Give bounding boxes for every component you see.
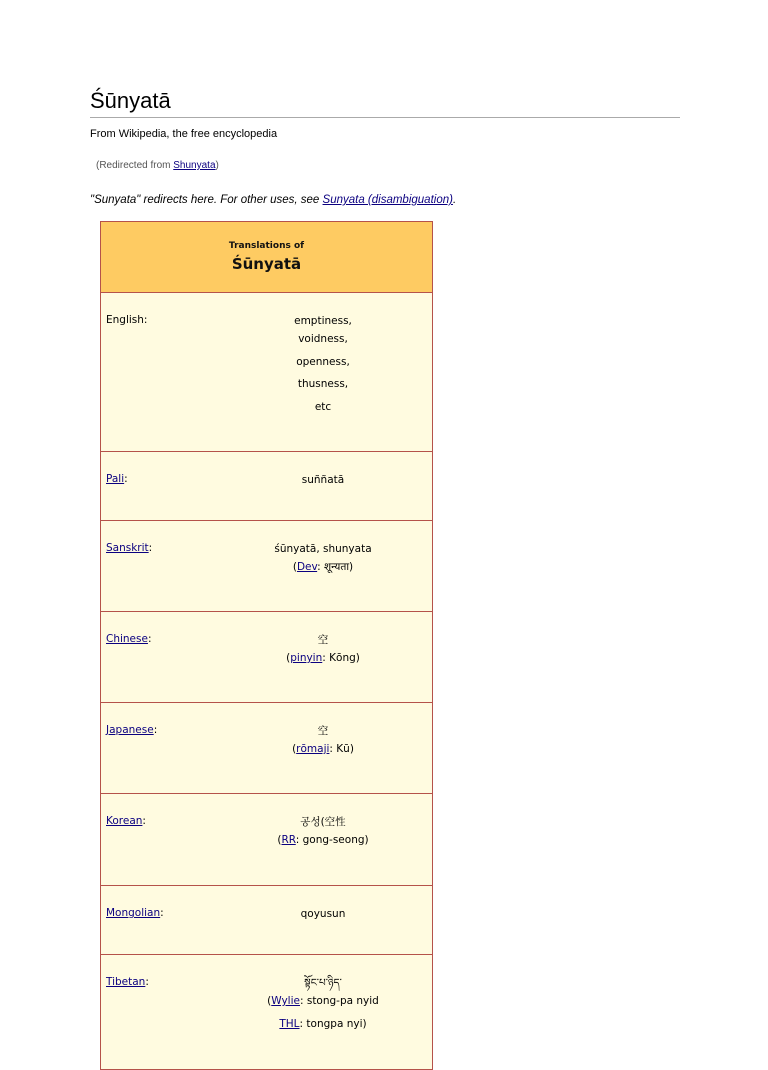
redirect-prefix: (Redirected from [96, 160, 174, 171]
row-label [101, 452, 225, 521]
sub-text: : Kōng) [322, 652, 360, 664]
row-value [224, 794, 433, 886]
row-value [224, 955, 433, 1070]
label-colon: : [147, 633, 152, 645]
title-divider [90, 117, 680, 118]
value-line: etc [314, 400, 332, 413]
row-korean [101, 794, 433, 886]
value-subline [224, 990, 422, 1013]
row-pali [101, 452, 433, 521]
value-line: śūnyatā, shunyata [274, 543, 372, 555]
paren-open: ( [286, 652, 291, 664]
japanese-link[interactable]: Japanese [106, 724, 154, 736]
value-line: openness, [296, 355, 350, 368]
value-line: qoyusun [300, 908, 346, 920]
row-tibetan [101, 955, 433, 1070]
row-label [101, 886, 225, 955]
row-chinese [101, 612, 433, 703]
row-label [101, 794, 225, 886]
romaji-link[interactable]: rōmaji [296, 743, 330, 755]
row-value [224, 886, 433, 955]
row-value [224, 521, 433, 612]
translations-infobox [100, 221, 433, 1070]
label-colon: : [124, 473, 128, 485]
value-line: thusness, [297, 378, 349, 390]
rr-link[interactable]: RR [281, 834, 296, 846]
row-value [224, 452, 433, 521]
row-japanese [101, 703, 433, 794]
label-colon: : [148, 542, 153, 554]
sub-text: : शून्यता) [317, 561, 354, 573]
sub-text: : stong-pa nyid [299, 995, 379, 1007]
value-line: 空 [317, 634, 329, 646]
hatnote-prefix: "Sunyata" redirects here. For other uses, see [90, 194, 323, 206]
redirect-suffix: ) [215, 160, 219, 171]
thl-link[interactable]: THL [279, 1017, 300, 1030]
row-label [101, 612, 225, 703]
sub-text: : gong-seong) [295, 834, 369, 846]
sub-text: : tongpa nyi) [299, 1017, 367, 1030]
row-value [224, 293, 433, 452]
hatnote [90, 194, 456, 206]
infobox-header-title: Śūnyatā [231, 255, 302, 273]
devanagari-link[interactable]: Dev [296, 561, 318, 573]
row-label: English: [101, 293, 225, 452]
chinese-link[interactable]: Chinese [106, 633, 148, 645]
row-sanskrit [101, 521, 433, 612]
value-subline [224, 829, 422, 852]
value-subline [224, 647, 422, 670]
label-colon: : [145, 976, 149, 988]
value-line: emptiness, [294, 315, 352, 327]
row-mongolian [101, 886, 433, 955]
korean-link[interactable]: Korean [106, 815, 143, 827]
value-line: སྟོང་པ་ཉིད་ [304, 977, 342, 989]
row-value [224, 612, 433, 703]
label-colon: : [153, 724, 158, 736]
label-colon: : [142, 815, 146, 827]
redirect-source-link[interactable]: Shunyata [173, 160, 216, 171]
paren-open: ( [267, 995, 272, 1007]
paren-open: ( [277, 834, 282, 846]
pinyin-link[interactable]: pinyin [290, 652, 323, 664]
tagline: From Wikipedia, the free encyclopedia [90, 128, 278, 140]
label-colon: : [160, 907, 164, 919]
infobox-header [101, 222, 433, 293]
paren-open: ( [292, 743, 297, 755]
page-title: Śūnyatā [90, 88, 171, 113]
value-subline [224, 556, 422, 579]
value-subline [224, 738, 422, 761]
value-line: voidness, [298, 333, 348, 345]
tibetan-link[interactable]: Tibetan [106, 976, 146, 988]
row-label [101, 703, 225, 794]
sanskrit-link[interactable]: Sanskrit [106, 542, 149, 554]
infobox-header-small: Translations of [228, 241, 305, 251]
row-english [101, 293, 433, 452]
disambiguation-link[interactable]: Sunyata (disambiguation) [322, 194, 453, 206]
paren-open: ( [292, 561, 297, 573]
sub-text: : Kū) [329, 743, 354, 755]
row-label [101, 955, 225, 1070]
row-label [101, 521, 225, 612]
value-line: 공성(空性 [300, 816, 346, 828]
redirect-note [96, 160, 219, 171]
hatnote-suffix: . [452, 194, 457, 206]
mongolian-link[interactable]: Mongolian [106, 907, 161, 919]
row-value [224, 703, 433, 794]
value-line: suññatā [301, 474, 345, 486]
pali-link[interactable]: Pali [106, 473, 125, 485]
wylie-link[interactable]: Wylie [271, 995, 300, 1007]
value-line: 空 [317, 725, 329, 737]
